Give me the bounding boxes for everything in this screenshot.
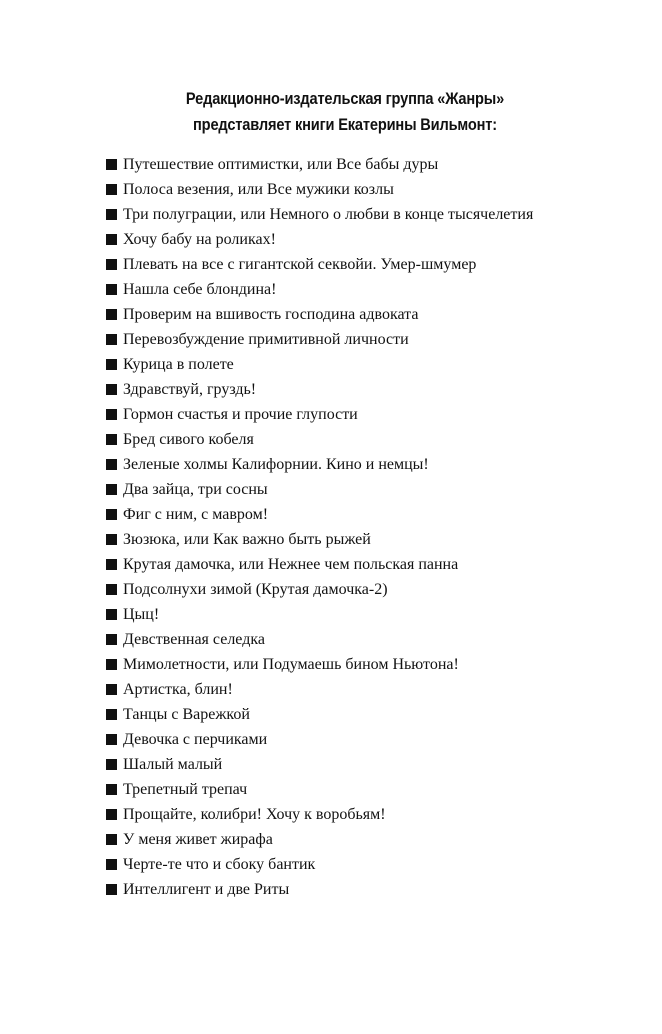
square-bullet-icon — [106, 634, 117, 645]
square-bullet-icon — [106, 484, 117, 495]
square-bullet-icon — [106, 509, 117, 520]
book-title: У меня живет жирафа — [123, 830, 273, 848]
book-title: Девочка с перчиками — [123, 730, 268, 748]
square-bullet-icon — [106, 284, 117, 295]
square-bullet-icon — [106, 659, 117, 670]
book-title: Цыц! — [123, 605, 160, 623]
list-item — [106, 602, 533, 627]
book-title: Два зайца, три сосны — [123, 480, 268, 498]
book-title: Трепетный трепач — [123, 780, 248, 798]
book-title: Зеленые холмы Калифорнии. Кино и немцы! — [123, 455, 429, 473]
list-item — [106, 152, 533, 177]
book-title: Бред сивого кобеля — [123, 430, 254, 448]
square-bullet-icon — [106, 709, 117, 720]
list-item — [106, 577, 533, 602]
square-bullet-icon — [106, 784, 117, 795]
list-item — [106, 477, 533, 502]
heading-line-2: представляет книги Екатерины Вильмонт: — [193, 115, 497, 134]
list-item — [106, 702, 533, 727]
square-bullet-icon — [106, 309, 117, 320]
list-item — [106, 327, 533, 352]
book-title: Полоса везения, или Все мужики козлы — [123, 180, 394, 198]
list-item — [106, 252, 533, 277]
list-item — [106, 652, 533, 677]
book-title: Перевозбуждение примитивной личности — [123, 330, 409, 348]
book-title: Три полуграции, или Немного о любви в конце тысячелетия — [123, 205, 534, 223]
square-bullet-icon — [106, 534, 117, 545]
square-bullet-icon — [106, 184, 117, 195]
book-title: Нашла себе блондина! — [123, 280, 277, 298]
square-bullet-icon — [106, 459, 117, 470]
square-bullet-icon — [106, 209, 117, 220]
list-item — [106, 677, 533, 702]
list-item — [106, 502, 533, 527]
book-title: Хочу бабу на роликах! — [123, 230, 276, 248]
book-title: Прощайте, колибри! Хочу к воробьям! — [123, 805, 386, 823]
list-item — [106, 427, 533, 452]
square-bullet-icon — [106, 734, 117, 745]
book-title: Девственная селедка — [123, 630, 265, 648]
list-item — [106, 352, 533, 377]
book-title: Курица в полете — [123, 355, 234, 373]
book-list — [106, 152, 533, 902]
square-bullet-icon — [106, 359, 117, 370]
list-item — [106, 202, 533, 227]
book-title: Проверим на вшивость господина адвоката — [123, 305, 419, 323]
list-item — [106, 302, 533, 327]
square-bullet-icon — [106, 584, 117, 595]
square-bullet-icon — [106, 234, 117, 245]
list-item — [106, 627, 533, 652]
list-item — [106, 727, 533, 752]
square-bullet-icon — [106, 684, 117, 695]
list-item — [106, 802, 533, 827]
square-bullet-icon — [106, 859, 117, 870]
book-title: Крутая дамочка, или Нежнее чем польская панна — [123, 555, 459, 573]
book-title: Фиг с ним, с мавром! — [123, 505, 269, 523]
book-title: Танцы с Варежкой — [123, 705, 250, 723]
list-item — [106, 277, 533, 302]
book-title: Плевать на все с гигантской секвойи. Умер-шмумер — [123, 255, 477, 273]
book-title: Мимолетности, или Подумаешь бином Ньютона! — [123, 655, 459, 673]
list-item — [106, 527, 533, 552]
list-item — [106, 402, 533, 427]
square-bullet-icon — [106, 809, 117, 820]
list-item — [106, 452, 533, 477]
list-item — [106, 227, 533, 252]
book-title: Зюзюка, или Как важно быть рыжей — [123, 530, 371, 548]
square-bullet-icon — [106, 759, 117, 770]
square-bullet-icon — [106, 334, 117, 345]
list-item — [106, 827, 533, 852]
square-bullet-icon — [106, 384, 117, 395]
square-bullet-icon — [106, 259, 117, 270]
book-title: Подсолнухи зимой (Крутая дамочка-2) — [123, 580, 388, 598]
list-item — [106, 777, 533, 802]
list-item — [106, 377, 533, 402]
list-item — [106, 852, 533, 877]
heading-line-1: Редакционно-издательская группа «Жанры» — [185, 89, 505, 108]
list-item — [106, 752, 533, 777]
list-item — [106, 177, 533, 202]
book-title: Здравствуй, груздь! — [123, 380, 257, 398]
list-item — [106, 552, 533, 577]
book-title: Интеллигент и две Риты — [123, 880, 290, 898]
square-bullet-icon — [106, 559, 117, 570]
square-bullet-icon — [106, 834, 117, 845]
book-title: Артистка, блин! — [123, 680, 233, 698]
book-title: Гормон счастья и прочие глупости — [123, 405, 358, 423]
book-title: Шалый малый — [123, 755, 223, 773]
square-bullet-icon — [106, 609, 117, 620]
book-title: Путешествие оптимистки, или Все бабы дуры — [123, 155, 439, 173]
square-bullet-icon — [106, 409, 117, 420]
page-heading — [48, 86, 641, 138]
list-item — [106, 877, 533, 902]
book-title: Черте-те что и сбоку бантик — [123, 855, 316, 873]
square-bullet-icon — [106, 884, 117, 895]
square-bullet-icon — [106, 434, 117, 445]
square-bullet-icon — [106, 159, 117, 170]
